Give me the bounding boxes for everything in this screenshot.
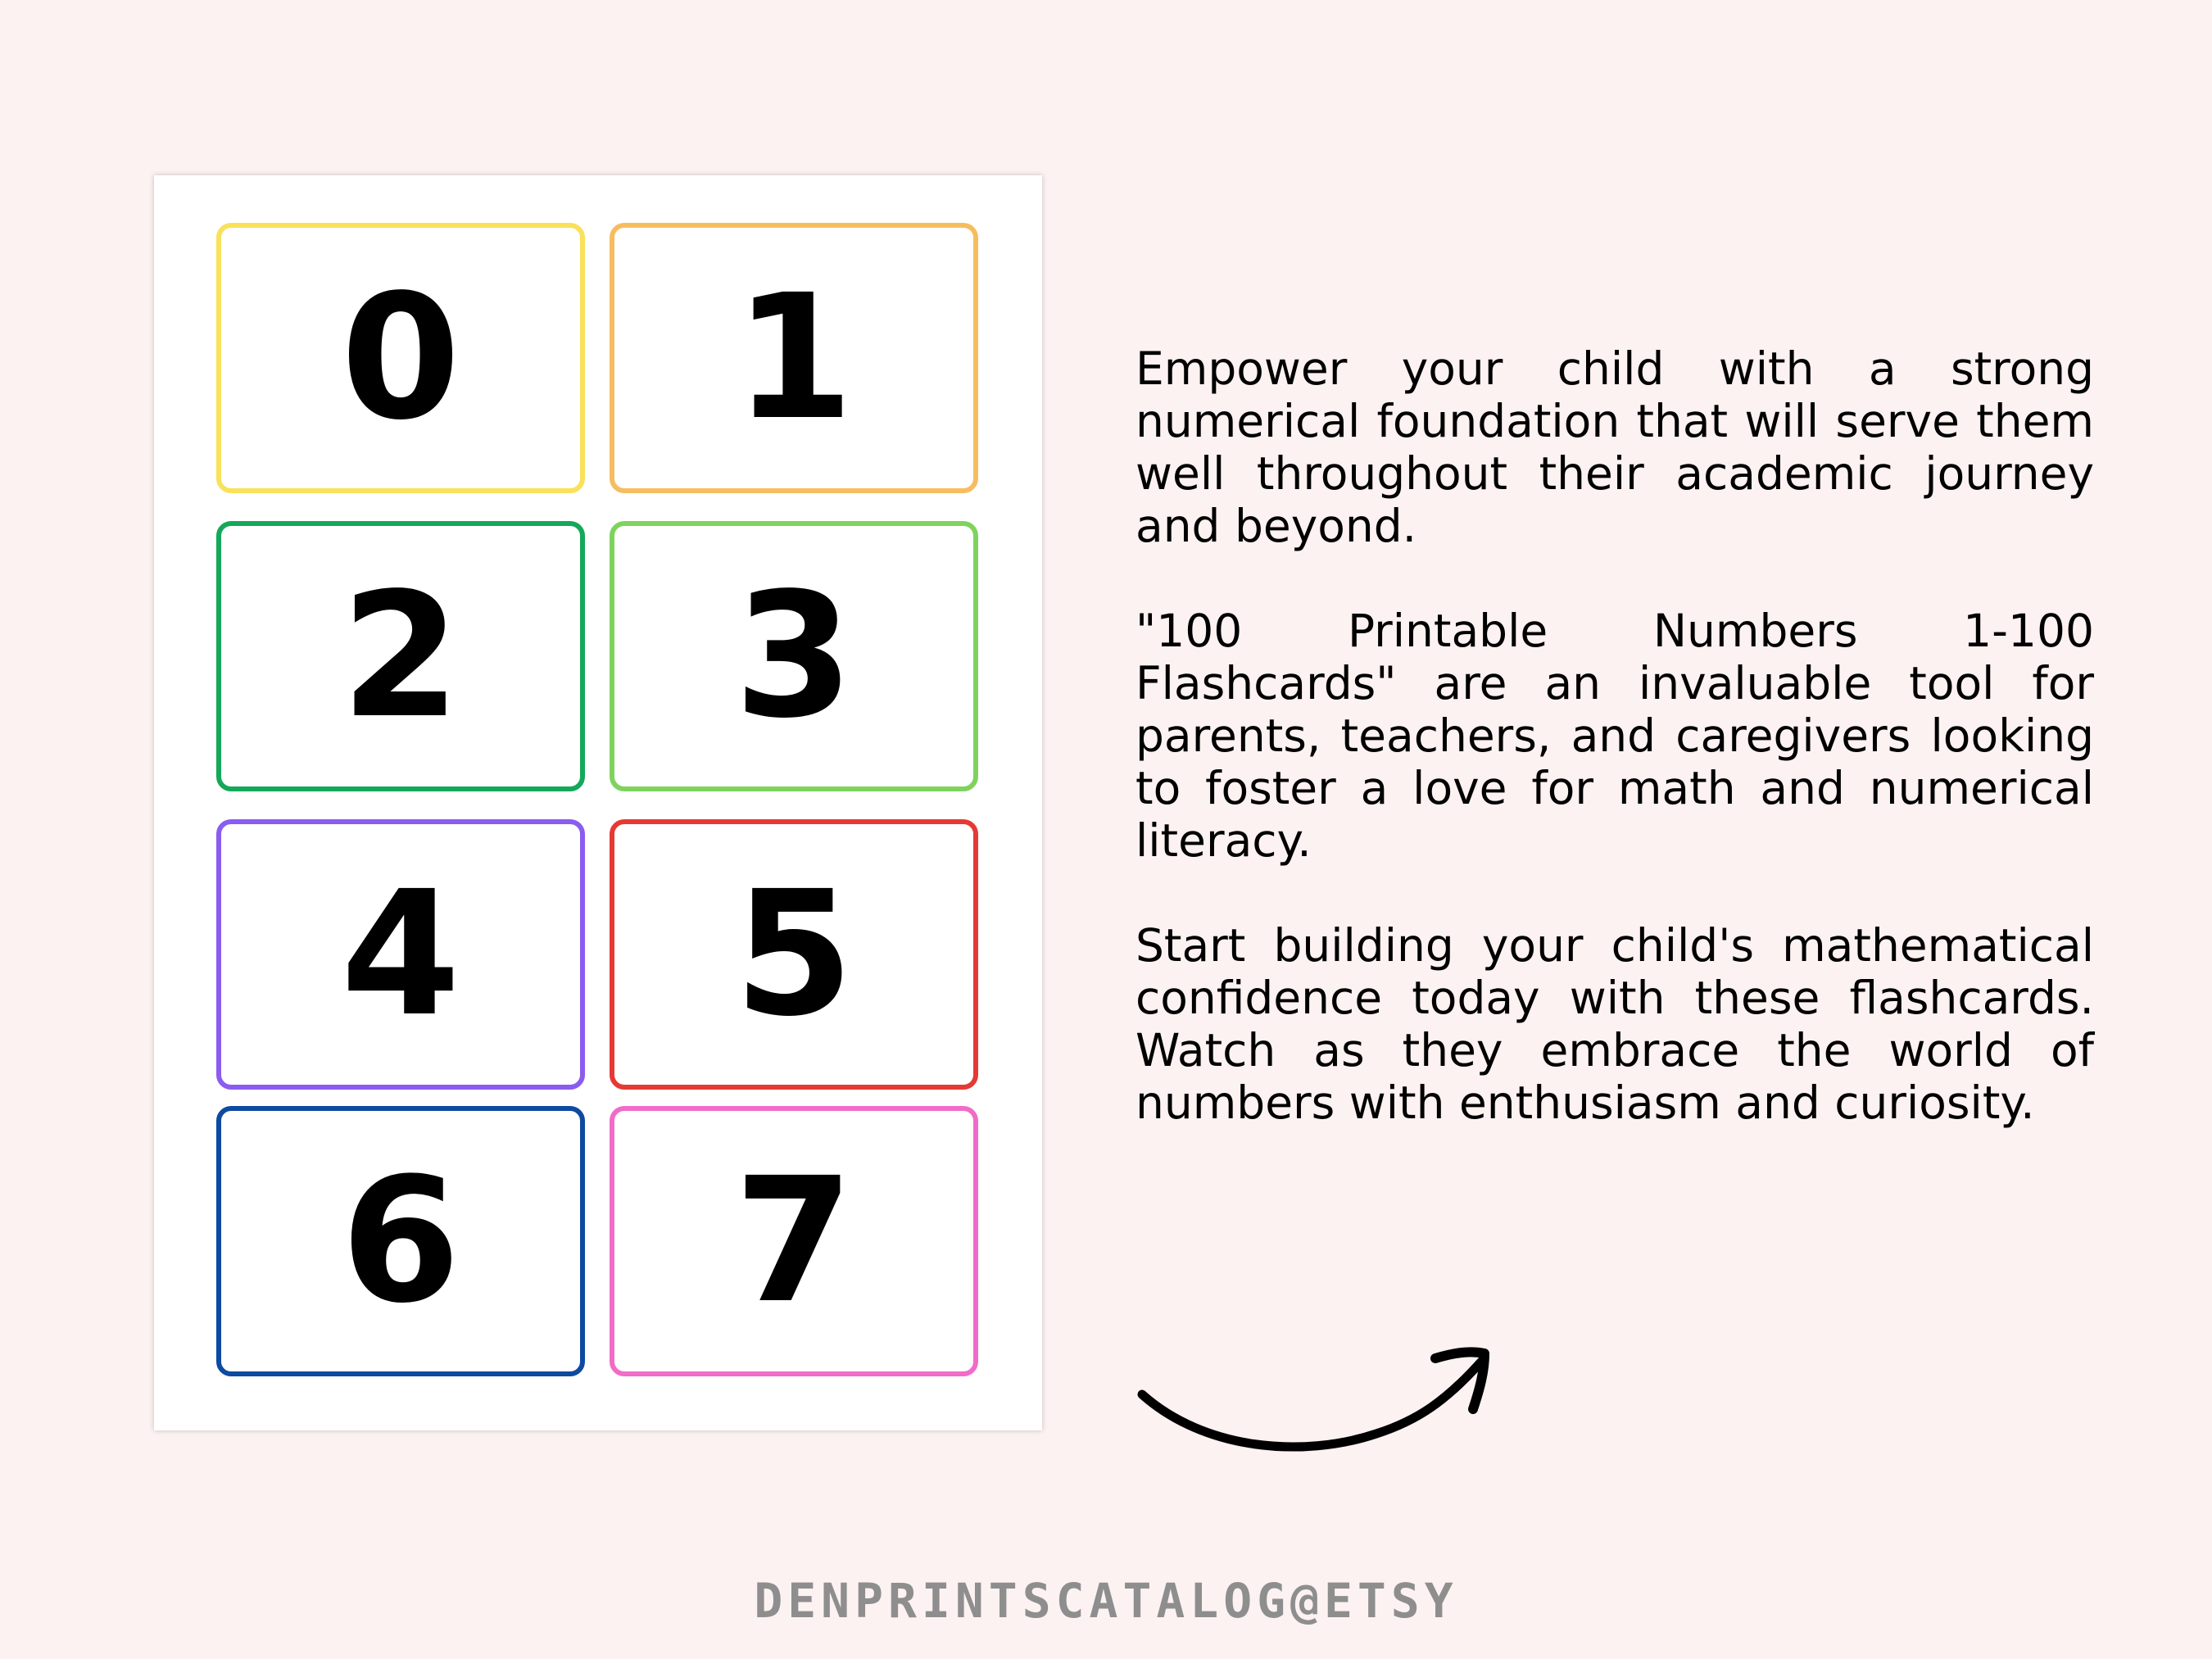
flashcard-1 bbox=[610, 223, 978, 493]
flashcard-number: 7 bbox=[733, 1140, 854, 1341]
shop-watermark: DENPRINTSCATALOG@ETSY bbox=[754, 1573, 1458, 1629]
flashcard-number: 1 bbox=[733, 257, 854, 458]
flashcard-number: 3 bbox=[733, 555, 854, 756]
flashcard-number: 2 bbox=[340, 555, 461, 756]
flashcard-2 bbox=[216, 521, 585, 791]
curved-arrow-icon bbox=[1131, 1335, 1507, 1466]
flashcard-0 bbox=[216, 223, 585, 493]
product-description bbox=[1135, 342, 2094, 1181]
flashcard-number: 5 bbox=[733, 854, 854, 1054]
flashcard-3 bbox=[610, 521, 978, 791]
flashcard-7 bbox=[610, 1106, 978, 1376]
description-paragraph-1: Empower your child with a strong numerical foundation that will serve them well throughout their academic journey and beyond. bbox=[1135, 342, 2094, 552]
description-paragraph-3: Start building your child's mathematical confidence today with these flashcards. Watch as they embrace the world of numbers with enthusiasm and curiosity. bbox=[1135, 919, 2094, 1129]
flashcard-number: 6 bbox=[340, 1140, 461, 1341]
flashcard-6 bbox=[216, 1106, 585, 1376]
flashcard-5 bbox=[610, 819, 978, 1090]
flashcard-4 bbox=[216, 819, 585, 1090]
flashcard-number: 4 bbox=[340, 854, 461, 1054]
description-paragraph-2: "100 Printable Numbers 1-100 Flashcards" are an invaluable tool for parents, teachers, and caregivers looking to foster a love for math and numerical literacy. bbox=[1135, 605, 2094, 867]
flashcard-sheet bbox=[154, 175, 1042, 1430]
flashcard-number: 0 bbox=[340, 257, 461, 458]
